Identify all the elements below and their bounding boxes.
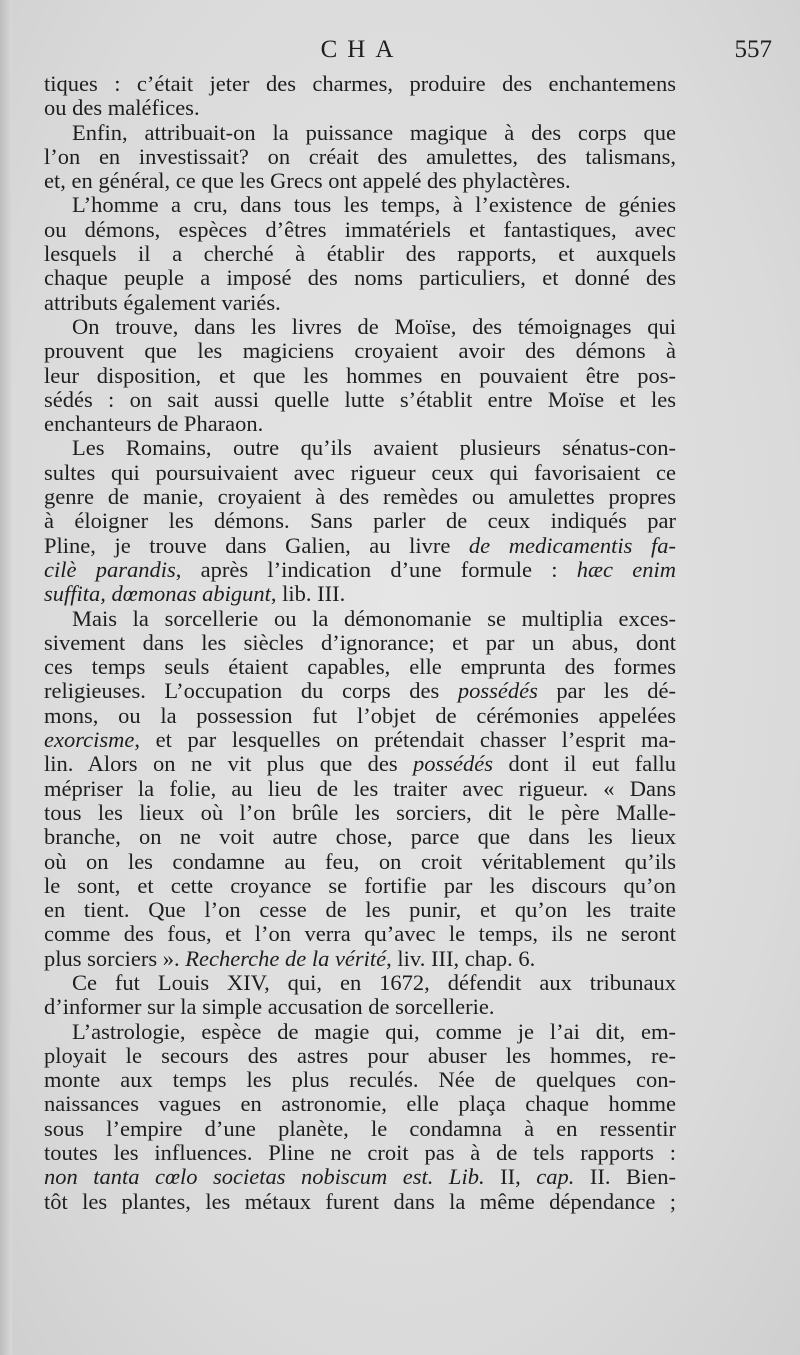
text-line: où on les condamne au feu, on croit véritablement qu’ils (44, 848, 676, 874)
text-line: branche, on ne voit autre chose, parce que dans les lieux (44, 824, 676, 850)
text-line: plus sorciers ». Recherche de la vérité, liv. III, chap. 6. (44, 945, 536, 971)
text-line: lesquels il a cherché à établir des rapports, et auxquels (44, 241, 676, 267)
text-line: monte aux temps les plus reculés. Née de quelques con- (44, 1067, 676, 1093)
text-line: suffita, dœmonas abigunt, lib. III. (44, 581, 346, 607)
text-line: lin. Alors on ne vit plus que des possédés dont il eut fallu (44, 751, 676, 777)
text-line: d’informer sur la simple accusation de sorcellerie. (44, 994, 495, 1020)
text-line: ou des maléfices. (44, 95, 200, 121)
text-line: exorcisme, et par lesquelles on prétendait chasser l’esprit ma- (44, 727, 676, 753)
text-line: On trouve, dans les livres de Moïse, des témoignages qui (72, 313, 676, 339)
text-line: leur disposition, et que les hommes en pouvaient être pos- (44, 362, 676, 388)
text-line: genre de manie, croyaient à des remèdes ou amulettes propres (44, 484, 676, 510)
text-line: l’on en investissait? on créait des amulettes, des talismans, (44, 143, 676, 169)
page-number: 557 (734, 36, 772, 63)
text-line: mons, ou la possession fut l’objet de cérémonies appelées (44, 702, 676, 728)
text-line: à éloigner les démons. Sans parler de ceux indiqués par (44, 508, 676, 534)
text-line: Les Romains, outre qu’ils avaient plusieurs sénatus-con- (72, 435, 676, 461)
text-line: toutes les influences. Pline ne croit pas à de tels rapports : (44, 1140, 676, 1166)
text-line: tous les lieux où l’on brûle les sorciers, dit le père Malle- (44, 799, 676, 825)
text-line: Mais la sorcellerie ou la démonomanie se multiplia exces- (72, 605, 676, 631)
text-line: mépriser la folie, au lieu de les traiter avec rigueur. « Dans (44, 775, 676, 801)
text-line: naissances vagues en astronomie, elle plaça chaque homme (44, 1091, 676, 1117)
text-line: en tient. Que l’on cesse de les punir, et qu’on les traite (44, 897, 676, 923)
text-line: enchanteurs de Pharaon. (44, 411, 264, 437)
running-head: CHA (320, 36, 404, 63)
text-line: chaque peuple a imposé des noms particuliers, et donné des (44, 265, 676, 291)
text-line: ou démons, espèces d’êtres immatériels et fantastiques, avec (44, 216, 676, 242)
text-line: sédés : on sait aussi quelle lutte s’établit entre Moïse et les (44, 386, 676, 412)
text-line: Ce fut Louis XIV, qui, en 1672, défendit aux tribunaux (72, 969, 676, 995)
text-line: Pline, je trouve dans Galien, au livre de medicamentis fa- (44, 532, 676, 558)
text-line: L’homme a cru, dans tous les temps, à l’existence de génies (72, 192, 676, 218)
text-line: Enfin, attribuait-on la puissance magique à des corps que (72, 119, 676, 145)
text-line: sous l’empire d’une planète, le condamna à en ressentir (44, 1115, 676, 1141)
body-text (44, 72, 676, 1214)
page-header (44, 36, 772, 76)
text-line: attributs également variés. (44, 289, 281, 315)
text-line: comme des fous, et l’on verra qu’avec le temps, ils ne seront (44, 921, 676, 947)
text-line: tiques : c’était jeter des charmes, produire des enchantemens (44, 71, 676, 96)
text-line: sivement dans les siècles d’ignorance; et par un abus, dont (44, 629, 676, 655)
text-line: tôt les plantes, les métaux furent dans la même dépendance ; (44, 1188, 676, 1214)
text-line: prouvent que les magiciens croyaient avoir des démons à (44, 338, 676, 364)
text-line: cilè parandis, après l’indication d’une formule : hæc enim (44, 556, 676, 582)
text-line: ployait le secours des astres pour abuser les hommes, re- (44, 1042, 676, 1068)
text-line: non tanta cœlo societas nobiscum est. Lib. II, cap. II. Bien- (44, 1164, 676, 1190)
text-line: religieuses. L’occupation du corps des possédés par les dé- (44, 678, 676, 704)
text-line: et, en général, ce que les Grecs ont appelé des phylactères. (44, 168, 571, 194)
text-line: ces temps seuls étaient capables, elle emprunta des formes (44, 654, 676, 680)
text-line: sultes qui poursuivaient avec rigueur ceux qui favorisaient ce (44, 459, 676, 485)
text-line: le sont, et cette croyance se fortifie par les discours qu’on (44, 872, 676, 898)
page-gutter-shadow (0, 0, 12, 1355)
text-line: L’astrologie, espèce de magie qui, comme je l’ai dit, em- (72, 1018, 676, 1044)
